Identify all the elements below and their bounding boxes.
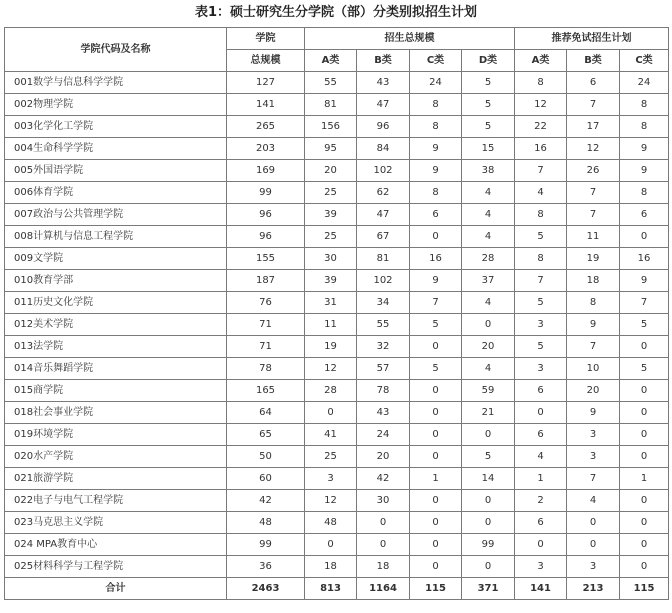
value-cell: 71 [227, 336, 305, 358]
table-row [5, 402, 669, 424]
value-cell: 4 [462, 204, 515, 226]
college-name: 021旅游学院 [5, 468, 227, 490]
header-enroll-c: C类 [410, 50, 462, 72]
value-cell: 8 [620, 182, 669, 204]
value-cell: 0 [305, 402, 357, 424]
table-row [5, 292, 669, 314]
value-cell: 55 [305, 72, 357, 94]
value-cell: 3 [567, 424, 620, 446]
value-cell: 8 [515, 72, 567, 94]
value-cell: 25 [305, 446, 357, 468]
value-cell: 36 [227, 556, 305, 578]
value-cell: 43 [357, 72, 410, 94]
value-cell: 4 [515, 182, 567, 204]
header-enroll-a: A类 [305, 50, 357, 72]
value-cell: 3 [515, 556, 567, 578]
value-cell: 127 [227, 72, 305, 94]
value-cell: 16 [620, 248, 669, 270]
value-cell: 59 [462, 380, 515, 402]
college-name: 003化学化工学院 [5, 116, 227, 138]
value-cell: 96 [227, 204, 305, 226]
value-cell: 0 [462, 556, 515, 578]
header-rec-b: B类 [567, 50, 620, 72]
value-cell: 9 [410, 160, 462, 182]
value-cell: 0 [620, 512, 669, 534]
value-cell: 0 [620, 490, 669, 512]
value-cell: 1 [410, 468, 462, 490]
value-cell: 47 [357, 204, 410, 226]
value-cell: 6 [410, 204, 462, 226]
value-cell: 9 [410, 138, 462, 160]
header-group-recommend: 推荐免试招生计划 [515, 28, 669, 50]
value-cell: 8 [620, 94, 669, 116]
value-cell: 156 [305, 116, 357, 138]
value-cell: 25 [305, 182, 357, 204]
value-cell: 0 [357, 534, 410, 556]
value-cell: 78 [357, 380, 410, 402]
value-cell: 42 [227, 490, 305, 512]
header-group-enroll: 招生总规模 [305, 28, 515, 50]
value-cell: 5 [462, 116, 515, 138]
college-name: 018社会事业学院 [5, 402, 227, 424]
value-cell: 1 [620, 468, 669, 490]
table-row [5, 358, 669, 380]
value-cell: 99 [227, 182, 305, 204]
value-cell: 50 [227, 446, 305, 468]
table-row [5, 446, 669, 468]
value-cell: 0 [620, 380, 669, 402]
value-cell: 65 [227, 424, 305, 446]
value-cell: 6 [515, 512, 567, 534]
value-cell: 9 [620, 160, 669, 182]
header-total-bottom: 总规模 [227, 50, 305, 72]
value-cell: 22 [515, 116, 567, 138]
value-cell: 4 [462, 358, 515, 380]
value-cell: 213 [567, 578, 620, 600]
table-row [5, 468, 669, 490]
value-cell: 5 [620, 358, 669, 380]
enrollment-plan-table [4, 27, 669, 600]
value-cell: 78 [227, 358, 305, 380]
header-enroll-d: D类 [462, 50, 515, 72]
value-cell: 0 [410, 534, 462, 556]
value-cell: 7 [567, 182, 620, 204]
value-cell: 0 [620, 534, 669, 556]
value-cell: 7 [567, 468, 620, 490]
table-row [5, 534, 669, 556]
value-cell: 0 [567, 534, 620, 556]
value-cell: 39 [305, 204, 357, 226]
value-cell: 2 [515, 490, 567, 512]
value-cell: 0 [410, 512, 462, 534]
value-cell: 3 [515, 358, 567, 380]
value-cell: 71 [227, 314, 305, 336]
value-cell: 141 [515, 578, 567, 600]
value-cell: 5 [620, 314, 669, 336]
college-name: 019环境学院 [5, 424, 227, 446]
value-cell: 203 [227, 138, 305, 160]
value-cell: 8 [515, 204, 567, 226]
value-cell: 4 [462, 226, 515, 248]
value-cell: 19 [567, 248, 620, 270]
value-cell: 48 [305, 512, 357, 534]
table-row [5, 138, 669, 160]
value-cell: 7 [410, 292, 462, 314]
value-cell: 141 [227, 94, 305, 116]
value-cell: 5 [462, 72, 515, 94]
value-cell: 265 [227, 116, 305, 138]
table-row [5, 204, 669, 226]
college-name: 020水产学院 [5, 446, 227, 468]
value-cell: 1 [515, 468, 567, 490]
header-enroll-b: B类 [357, 50, 410, 72]
value-cell: 17 [567, 116, 620, 138]
college-name: 004生命科学学院 [5, 138, 227, 160]
value-cell: 9 [567, 314, 620, 336]
value-cell: 41 [305, 424, 357, 446]
value-cell: 99 [462, 534, 515, 556]
value-cell: 155 [227, 248, 305, 270]
table-row [5, 380, 669, 402]
value-cell: 0 [462, 490, 515, 512]
value-cell: 12 [567, 138, 620, 160]
value-cell: 4 [462, 182, 515, 204]
value-cell: 6 [515, 424, 567, 446]
value-cell: 14 [462, 468, 515, 490]
value-cell: 0 [567, 512, 620, 534]
value-cell: 76 [227, 292, 305, 314]
value-cell: 0 [620, 402, 669, 424]
value-cell: 0 [515, 402, 567, 424]
table-row [5, 336, 669, 358]
table-row [5, 72, 669, 94]
value-cell: 32 [357, 336, 410, 358]
value-cell: 3 [305, 468, 357, 490]
value-cell: 813 [305, 578, 357, 600]
value-cell: 8 [410, 116, 462, 138]
value-cell: 7 [620, 292, 669, 314]
value-cell: 0 [620, 424, 669, 446]
value-cell: 0 [462, 314, 515, 336]
value-cell: 0 [620, 226, 669, 248]
value-cell: 10 [567, 358, 620, 380]
value-cell: 165 [227, 380, 305, 402]
value-cell: 115 [410, 578, 462, 600]
value-cell: 6 [515, 380, 567, 402]
value-cell: 99 [227, 534, 305, 556]
college-name: 001数学与信息科学学院 [5, 72, 227, 94]
value-cell: 81 [357, 248, 410, 270]
table-row [5, 160, 669, 182]
value-cell: 5 [515, 226, 567, 248]
value-cell: 5 [410, 358, 462, 380]
value-cell: 9 [410, 270, 462, 292]
value-cell: 37 [462, 270, 515, 292]
value-cell: 16 [410, 248, 462, 270]
value-cell: 43 [357, 402, 410, 424]
college-name: 006体育学院 [5, 182, 227, 204]
value-cell: 0 [410, 446, 462, 468]
header-rec-c: C类 [620, 50, 669, 72]
value-cell: 84 [357, 138, 410, 160]
value-cell: 28 [305, 380, 357, 402]
value-cell: 26 [567, 160, 620, 182]
value-cell: 0 [462, 512, 515, 534]
value-cell: 4 [567, 490, 620, 512]
value-cell: 57 [357, 358, 410, 380]
value-cell: 2463 [227, 578, 305, 600]
college-name: 010教育学部 [5, 270, 227, 292]
value-cell: 31 [305, 292, 357, 314]
value-cell: 38 [462, 160, 515, 182]
value-cell: 5 [515, 336, 567, 358]
table-row [5, 490, 669, 512]
value-cell: 8 [515, 248, 567, 270]
value-cell: 7 [567, 336, 620, 358]
table-row [5, 116, 669, 138]
value-cell: 0 [410, 380, 462, 402]
value-cell: 0 [410, 424, 462, 446]
college-name: 002物理学院 [5, 94, 227, 116]
value-cell: 62 [357, 182, 410, 204]
value-cell: 11 [305, 314, 357, 336]
table-row [5, 424, 669, 446]
value-cell: 21 [462, 402, 515, 424]
value-cell: 12 [515, 94, 567, 116]
value-cell: 0 [410, 402, 462, 424]
value-cell: 24 [357, 424, 410, 446]
value-cell: 0 [462, 424, 515, 446]
value-cell: 9 [620, 138, 669, 160]
value-cell: 5 [515, 292, 567, 314]
value-cell: 0 [410, 336, 462, 358]
value-cell: 55 [357, 314, 410, 336]
table-row [5, 314, 669, 336]
value-cell: 48 [227, 512, 305, 534]
value-cell: 169 [227, 160, 305, 182]
value-cell: 20 [462, 336, 515, 358]
value-cell: 5 [462, 94, 515, 116]
value-cell: 8 [567, 292, 620, 314]
value-cell: 1164 [357, 578, 410, 600]
value-cell: 0 [410, 490, 462, 512]
value-cell: 371 [462, 578, 515, 600]
value-cell: 60 [227, 468, 305, 490]
value-cell: 24 [410, 72, 462, 94]
value-cell: 95 [305, 138, 357, 160]
value-cell: 20 [567, 380, 620, 402]
value-cell: 18 [305, 556, 357, 578]
value-cell: 6 [567, 72, 620, 94]
value-cell: 102 [357, 270, 410, 292]
value-cell: 20 [305, 160, 357, 182]
value-cell: 9 [620, 270, 669, 292]
college-name: 023马克思主义学院 [5, 512, 227, 534]
value-cell: 102 [357, 160, 410, 182]
value-cell: 67 [357, 226, 410, 248]
college-name: 007政治与公共管理学院 [5, 204, 227, 226]
table-row [5, 94, 669, 116]
header-college: 学院代码及名称 [5, 28, 227, 72]
value-cell: 81 [305, 94, 357, 116]
college-name: 012美术学院 [5, 314, 227, 336]
value-cell: 3 [515, 314, 567, 336]
value-cell: 0 [620, 556, 669, 578]
value-cell: 8 [410, 94, 462, 116]
value-cell: 7 [515, 160, 567, 182]
college-name: 009文学院 [5, 248, 227, 270]
value-cell: 20 [357, 446, 410, 468]
value-cell: 0 [305, 534, 357, 556]
table-row [5, 248, 669, 270]
college-name: 022电子与电气工程学院 [5, 490, 227, 512]
value-cell: 187 [227, 270, 305, 292]
value-cell: 3 [567, 556, 620, 578]
value-cell: 64 [227, 402, 305, 424]
value-cell: 18 [567, 270, 620, 292]
value-cell: 34 [357, 292, 410, 314]
value-cell: 9 [567, 402, 620, 424]
table-row [5, 182, 669, 204]
value-cell: 3 [567, 446, 620, 468]
value-cell: 12 [305, 490, 357, 512]
table-row [5, 556, 669, 578]
value-cell: 0 [620, 336, 669, 358]
value-cell: 0 [515, 534, 567, 556]
college-name: 025材料科学与工程学院 [5, 556, 227, 578]
value-cell: 7 [567, 94, 620, 116]
value-cell: 96 [357, 116, 410, 138]
value-cell: 28 [462, 248, 515, 270]
value-cell: 0 [620, 446, 669, 468]
header-rec-a: A类 [515, 50, 567, 72]
value-cell: 30 [357, 490, 410, 512]
value-cell: 7 [515, 270, 567, 292]
value-cell: 115 [620, 578, 669, 600]
college-name: 013法学院 [5, 336, 227, 358]
value-cell: 7 [567, 204, 620, 226]
value-cell: 18 [357, 556, 410, 578]
value-cell: 24 [620, 72, 669, 94]
value-cell: 4 [462, 292, 515, 314]
value-cell: 6 [620, 204, 669, 226]
value-cell: 19 [305, 336, 357, 358]
table-row [5, 226, 669, 248]
total-label: 合计 [5, 578, 227, 600]
college-name: 005外国语学院 [5, 160, 227, 182]
value-cell: 42 [357, 468, 410, 490]
table-row [5, 270, 669, 292]
college-name: 014音乐舞蹈学院 [5, 358, 227, 380]
value-cell: 4 [515, 446, 567, 468]
value-cell: 47 [357, 94, 410, 116]
value-cell: 0 [357, 512, 410, 534]
value-cell: 8 [410, 182, 462, 204]
value-cell: 25 [305, 226, 357, 248]
value-cell: 5 [462, 446, 515, 468]
header-total-top: 学院 [227, 28, 305, 50]
total-row [5, 578, 669, 600]
value-cell: 15 [462, 138, 515, 160]
value-cell: 0 [410, 226, 462, 248]
value-cell: 30 [305, 248, 357, 270]
table-row [5, 512, 669, 534]
table-title: 表1：硕士研究生分学院（部）分类别拟招生计划 [194, 5, 478, 20]
college-name: 011历史文化学院 [5, 292, 227, 314]
value-cell: 8 [620, 116, 669, 138]
value-cell: 39 [305, 270, 357, 292]
college-name: 024 MPA教育中心 [5, 534, 227, 556]
value-cell: 12 [305, 358, 357, 380]
value-cell: 11 [567, 226, 620, 248]
value-cell: 0 [410, 556, 462, 578]
value-cell: 16 [515, 138, 567, 160]
value-cell: 96 [227, 226, 305, 248]
value-cell: 5 [410, 314, 462, 336]
college-name: 008计算机与信息工程学院 [5, 226, 227, 248]
college-name: 015商学院 [5, 380, 227, 402]
